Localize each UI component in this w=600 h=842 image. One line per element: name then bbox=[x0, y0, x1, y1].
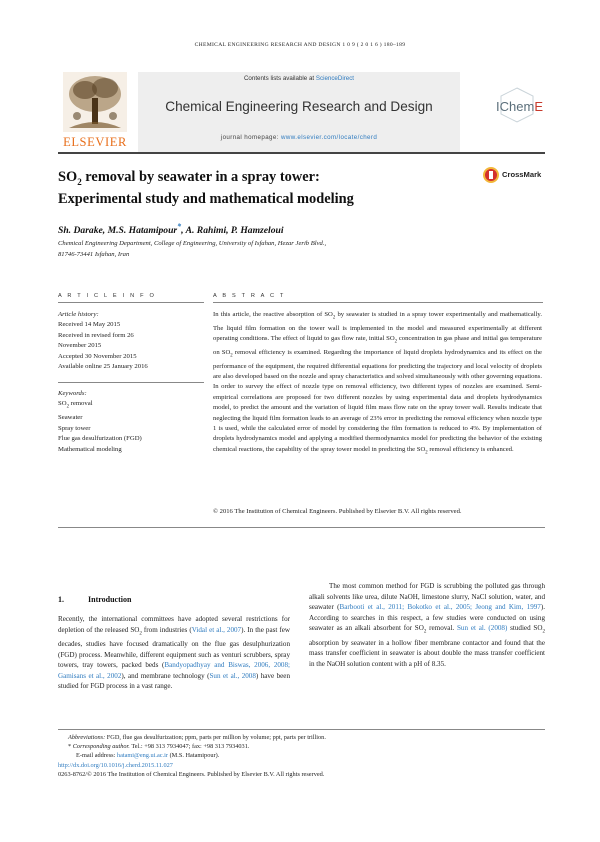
crossmark-label: CrossMark bbox=[502, 170, 542, 179]
abstract-label: A B S T R A C T bbox=[213, 293, 286, 299]
keyword-item: $SO_2$ removal bbox=[58, 400, 93, 410]
icheme-hex-icon bbox=[467, 82, 545, 146]
keywords-heading: Keywords: bbox=[58, 390, 87, 397]
icheme-logo[interactable] bbox=[467, 82, 545, 146]
history-revised-date: November 2015 bbox=[58, 342, 102, 350]
contents-line bbox=[138, 75, 460, 82]
section-heading-introduction bbox=[58, 595, 131, 604]
abstract-copyright: © 2016 The Institution of Chemical Engineers. Published by Elsevier B.V. All rights reserved. bbox=[213, 508, 462, 515]
article-info-rule bbox=[58, 302, 204, 303]
author-list: Sh. Darake, M.S. Hatamipour*, A. Rahimi, P. Hamzeloui bbox=[58, 222, 284, 237]
history-revised: Received in revised form 26 bbox=[58, 331, 134, 339]
issn-line: 0263-8762/© 2016 The Institution of Chemical Engineers. Published by Elsevier B.V. All rights reserved. bbox=[58, 770, 325, 778]
article-title: $SO_2$ removal by seawater in a spray tower: Experimental study and mathematical modeling bbox=[58, 169, 354, 208]
homepage-prefix: journal homepage: bbox=[220, 134, 281, 141]
keyword-item: Spray tower bbox=[58, 424, 91, 432]
abstract-end-rule bbox=[58, 527, 545, 528]
history-heading: Article history: bbox=[58, 311, 99, 318]
footnotes bbox=[58, 729, 545, 779]
keyword-item: Mathematical modeling bbox=[58, 445, 122, 453]
history-received: Received 14 May 2015 bbox=[58, 321, 121, 329]
elsevier-wordmark: ELSEVIER bbox=[63, 135, 127, 149]
icheme-wordmark: IChemE bbox=[496, 99, 543, 114]
article-info-label: A R T I C L E I N F O bbox=[58, 293, 157, 299]
abstract-body: In this article, the reactive absorption of $SO_2$ by seawater is studied in a spray tower experimentally and mathematically. The liquid film formation on the tower wall is implemented in the model and measured experimentally at different operating conditions. The effect of liquid to gas flow rate, initial $SO_2$ concentration in gas phase and initial gas temperature on $SO_2$ removal efficiency is examined. Regarding the importance of liquid droplets hydrodynamics and its effect on the performance of the equipment, the required differential equations for predicting the trajectory and local velocity of droplets are also developed based on the nozzle and spray characteristics and solved simultaneously with other governing equations. In order to survey the effect of nozzle type on removal efficiency, two different types of nozzles are examined. Semi-empirical correlations are proposed for two different nozzles by using experimental data and droplets hydrodynamics model, to predict the amount and the variation of liquid film mass flow rate on the spray tower wall. Results indicate that neglecting the liquid film formation leads to an average of 23% error in predicting the removal efficiency when nozzle type 1 is used, while the calculated error of model by considering the film formation is reduced to 4%. By implementation of droplets hydrodynamics model and applying a modified thermodynamics model for predicting the behavior of the existing chemical reactions, the capability of the spray tower model in predicting the $SO_2$ removal efficiency is enhanced. bbox=[213, 311, 542, 456]
elsevier-tree-icon bbox=[63, 72, 127, 132]
citation-link[interactable]: Vidal et al., 2007 bbox=[191, 625, 242, 634]
corresponding-author-note: * Corresponding author. Tel.: +98 313 7934047; fax: +98 313 7934031. bbox=[68, 743, 250, 751]
history-online: Available online 25 January 2016 bbox=[58, 363, 148, 371]
abbreviations-note: Abbreviations: FGD, flue gas desulfurization; ppm, parts per million by volume; ppt, parts per trillion. bbox=[68, 734, 326, 741]
keyword-item: Seawater bbox=[58, 414, 83, 422]
intro-right-column: The most common method for FGD is scrubbing the polluted gas through alkali solvents like urea, dilute NaOH, limestone slurry, NaCl solution, water, and seawater (Barbooti et al., 2011; Bokotko et al., 2005; Jeong and Kim, 1997). According to searches in this respect, a few studies were conducted on using seawater as an alkali absorbent for $SO_2$ removal. Sun et al. (2008) studied $SO_2$ absorption by seawater in a hollow fiber membrane contactor and found that the mass transfer coefficient in seawater is about double the mass transfer coefficient in the NaOH solution content with a pH of 8.35. bbox=[309, 582, 545, 668]
masthead-band bbox=[138, 72, 460, 152]
section-title: Introduction bbox=[88, 595, 132, 604]
journal-masthead bbox=[58, 72, 545, 154]
homepage-line bbox=[138, 134, 460, 141]
doi-link[interactable]: http://dx.doi.org/10.1016/j.cherd.2015.11.027 bbox=[58, 761, 173, 769]
citation-link[interactable]: Bandyopadhyay and Biswas, 2006, 2008; Gamisans et al., 2002 bbox=[58, 661, 291, 680]
journal-title[interactable]: Chemical Engineering Research and Design bbox=[165, 99, 433, 114]
email-link[interactable]: hatami@eng.ui.ac.ir bbox=[116, 752, 169, 760]
keywords bbox=[58, 389, 204, 455]
corresponding-author-mark[interactable]: * bbox=[177, 222, 182, 231]
email-note: E-mail address: hatami@eng.ui.ac.ir (M.S. Hatamipour). bbox=[76, 752, 220, 760]
affiliation: Chemical Engineering Department, College of Engineering, University of Isfahan, Hezar Jerib Blvd., 81746-73441 Isfahan, Iran bbox=[58, 240, 327, 258]
running-head: CHEMICAL ENGINEERING RESEARCH AND DESIGN 1 0 9 ( 2 0 1 6 ) 180–189 bbox=[194, 42, 406, 48]
citation-link[interactable]: Barbooti et al., 2011; Bokotko et al., 2005; Jeong and Kim, 1997 bbox=[339, 603, 541, 611]
history-divider bbox=[58, 382, 204, 383]
section-number: 1. bbox=[58, 595, 64, 604]
keyword-item: Flue gas desulfurization (FGD) bbox=[58, 435, 142, 443]
sciencedirect-link[interactable]: ScienceDirect bbox=[315, 75, 355, 82]
article-history bbox=[58, 310, 204, 373]
intro-left-column: Recently, the international committees have adopted several restrictions for depletion of the released $SO_2$ from industries (Vidal et al., 2007). In the past few decades, studies have focused dramatically on the flue gas desulphurization (FGD) process. Meanwhile, different equipment such as venturi scrubbers, spray towers, tray towers, packed beds (Bandyopadhyay and Biswas, 2006, 2008; Gamisans et al., 2002), and membrane technology (Sun et al., 2008) have been studied for FGD process in a vast range. bbox=[58, 615, 291, 691]
homepage-link[interactable]: www.elsevier.com/locate/cherd bbox=[280, 134, 378, 141]
elsevier-logo[interactable] bbox=[58, 72, 132, 150]
crossmark-icon bbox=[483, 167, 499, 183]
citation-link[interactable]: Sun et al., 2008 bbox=[209, 671, 256, 680]
abstract-rule bbox=[213, 302, 543, 303]
history-accepted: Accepted 30 November 2015 bbox=[58, 352, 137, 360]
crossmark-badge[interactable] bbox=[483, 165, 553, 187]
contents-prefix: Contents lists available at bbox=[243, 75, 316, 82]
citation-link[interactable]: Sun et al. (2008) bbox=[456, 624, 508, 632]
